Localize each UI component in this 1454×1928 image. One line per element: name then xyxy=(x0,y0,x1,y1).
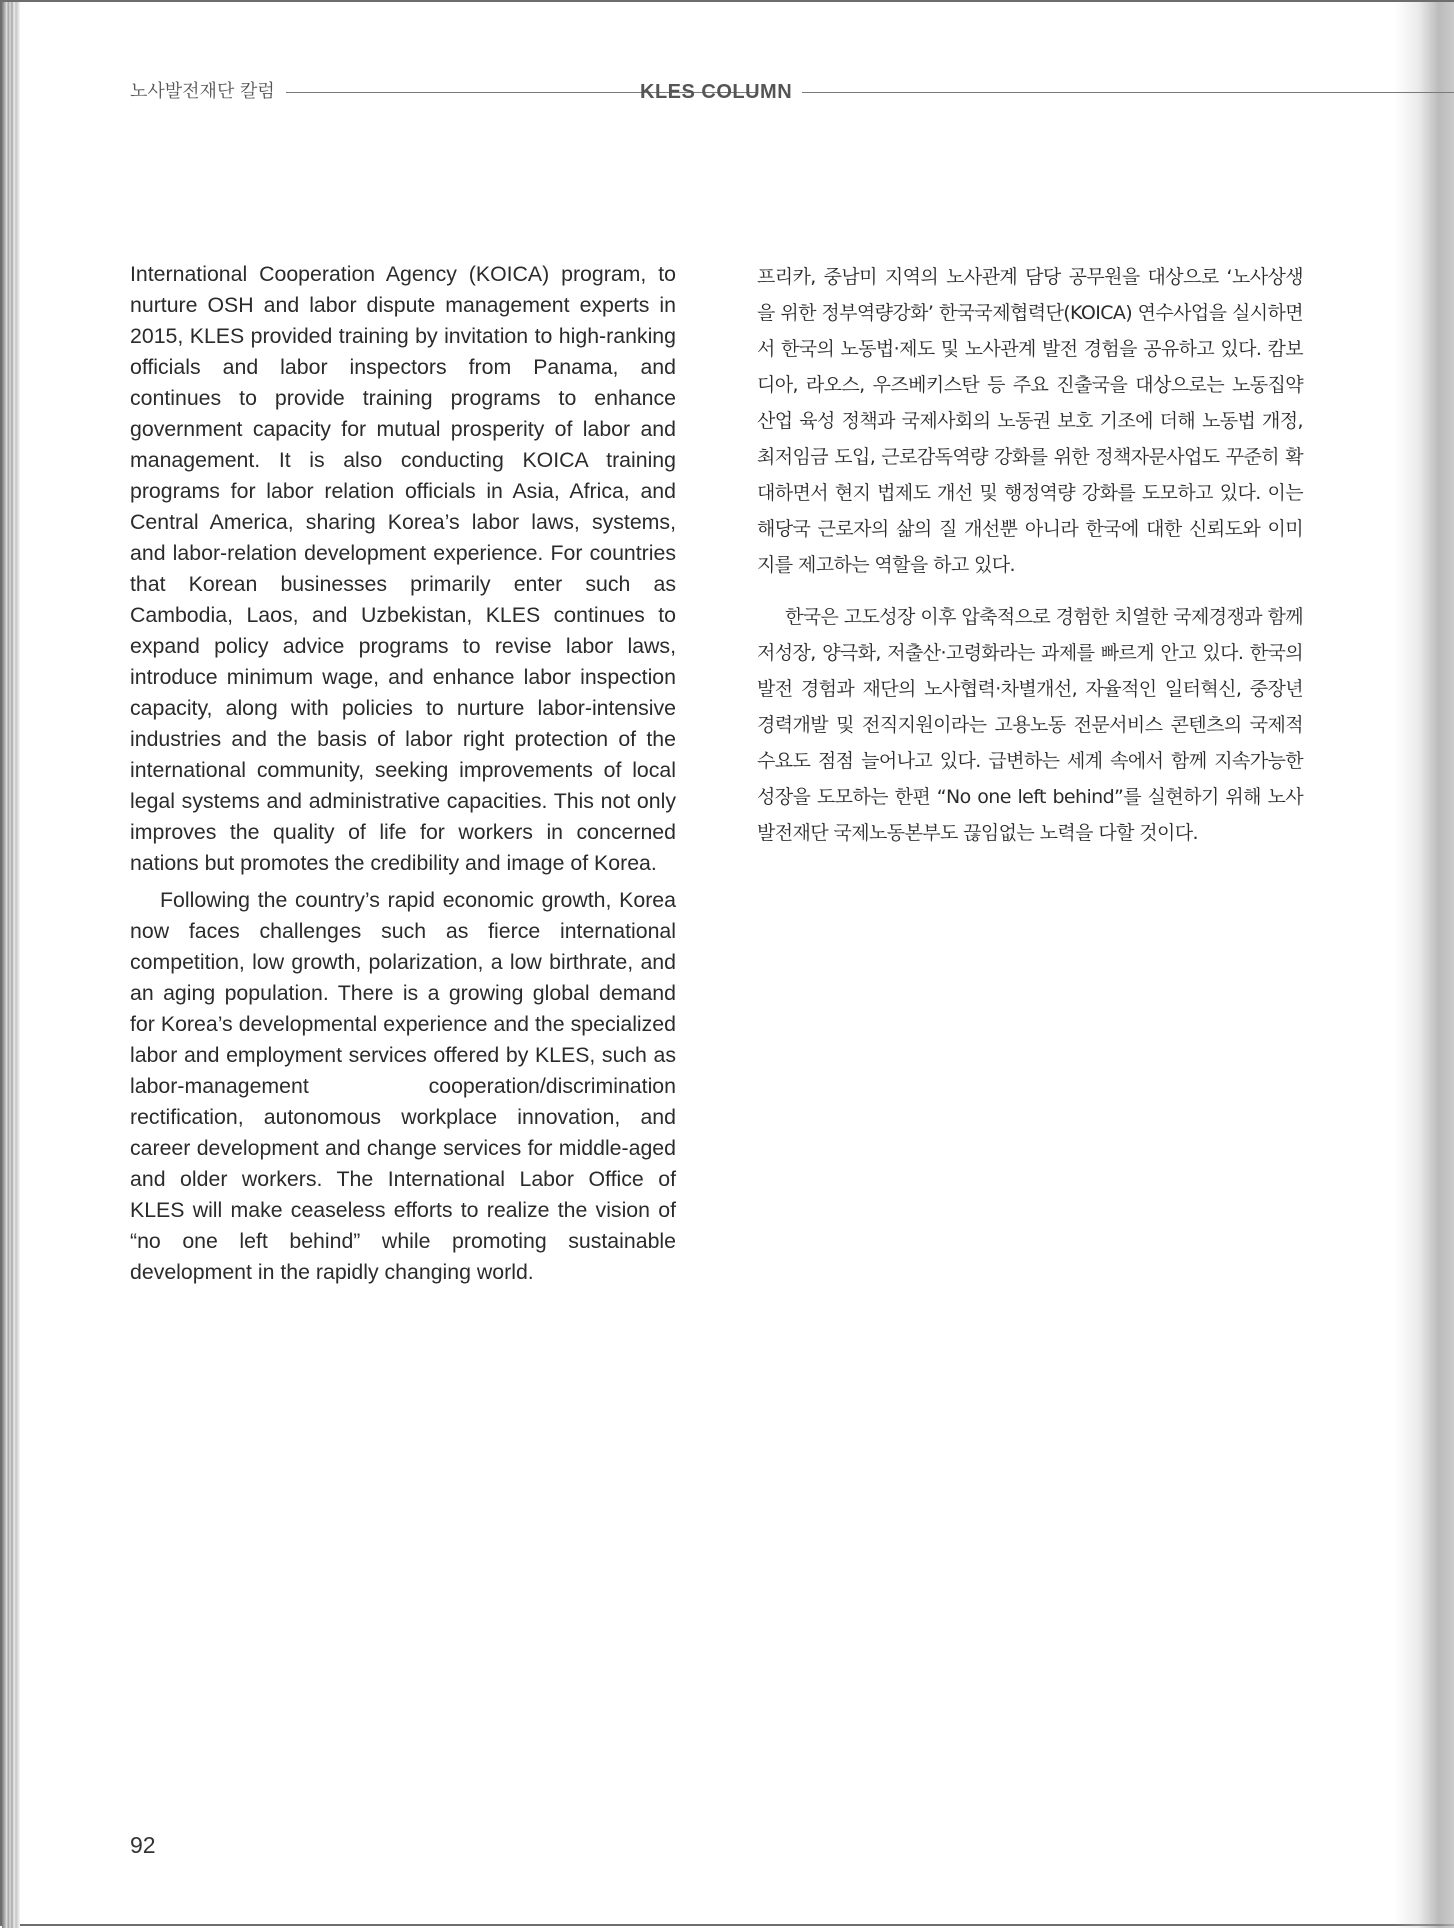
korean-column xyxy=(757,259,1303,851)
header-rule-right xyxy=(802,92,1454,93)
running-header xyxy=(130,78,1454,106)
korean-paragraph-2: 한국은 고도성장 이후 압축적으로 경험한 치열한 국제경쟁과 함께 저성장, 양극화, 저출산·고령화라는 과제를 빠르게 안고 있다. 한국의 발전 경험과 재단의 노사협력·차별개선, 자율적인 일터혁신, 중장년 경력개발 및 전직지원이라는 고용노동 전문서비스 콘텐츠의 국제적 수요도 점점 늘어나고 있다. 급변하는 세계 속에서 함께 지속가능한 성장을 도모하는 한편 “No one left behind”를 실현하기 위해 노사발전재단 국제노동본부도 끊임없는 노력을 다할 것이다. xyxy=(757,606,1303,844)
header-section-korean: 노사발전재단 칼럼 xyxy=(130,81,275,102)
english-paragraph-2: Following the country’s rapid economic growth, Korea now faces challenges such as fierce international competition, low growth, polarization, a low birthrate, and an aging population. There is a growing global demand for Korea’s developmental experience and the specialized labor and employment services offered by KLES, such as labor-management cooperation/discrimination rectification, autonomous workplace innovation, and career development and change services for middle-aged and older workers. The International Labor Office of KLES will make ceaseless efforts to realize the vision of “no one left behind” while promoting sustainable development in the rapidly changing world. xyxy=(130,888,676,1284)
page-binding-edge xyxy=(2,2,20,1928)
gutter-shadow xyxy=(1394,2,1454,1928)
korean-paragraph-1: 프리카, 중남미 지역의 노사관계 담당 공무원을 대상으로 ‘노사상생을 위한 정부역량강화’ 한국국제협력단(KOICA) 연수사업을 실시하면서 한국의 노동법·제도 및 노사관계 발전 경험을 공유하고 있다. 캄보디아, 라오스, 우즈베키스탄 등 주요 진출국을 대상으로는 노동집약산업 육성 정책과 국제사회의 노동권 보호 기조에 더해 노동법 개정, 최저임금 도입, 근로감독역량 강화를 위한 정책자문사업도 꾸준히 확대하면서 현지 법제도 개선 및 행정역량 강화를 도모하고 있다. 이는 해당국 근로자의 삶의 질 개선뿐 아니라 한국에 대한 신뢰도와 이미지를 제고하는 역할을 하고 있다. xyxy=(757,266,1303,576)
page-number: 92 xyxy=(130,1832,156,1858)
english-column xyxy=(130,259,676,1288)
header-section-english: KLES COLUMN xyxy=(640,81,793,103)
english-paragraph-1: International Cooperation Agency (KOICA) program, to nurture OSH and labor dispute management experts in 2015, KLES provided training by invitation to high-ranking officials and labor inspectors from Panama, and continues to provide training programs to enhance government capacity for mutual prosperity of labor and management. It is also conducting KOICA training programs for labor relation officials in Asia, Africa, and Central America, sharing Korea’s labor laws, systems, and labor-relation development experience. For countries that Korean businesses primarily enter such as Cambodia, Laos, and Uzbekistan, KLES continues to expand policy advice programs to revise labor laws, introduce minimum wage, and enhance labor inspection capacity, along with policies to nurture labor-intensive industries and the basis of labor right protection of the international community, seeking improvements of local legal systems and administrative capacities. This not only improves the quality of life for workers in concerned nations but promotes the credibility and image of Korea. xyxy=(130,262,676,875)
